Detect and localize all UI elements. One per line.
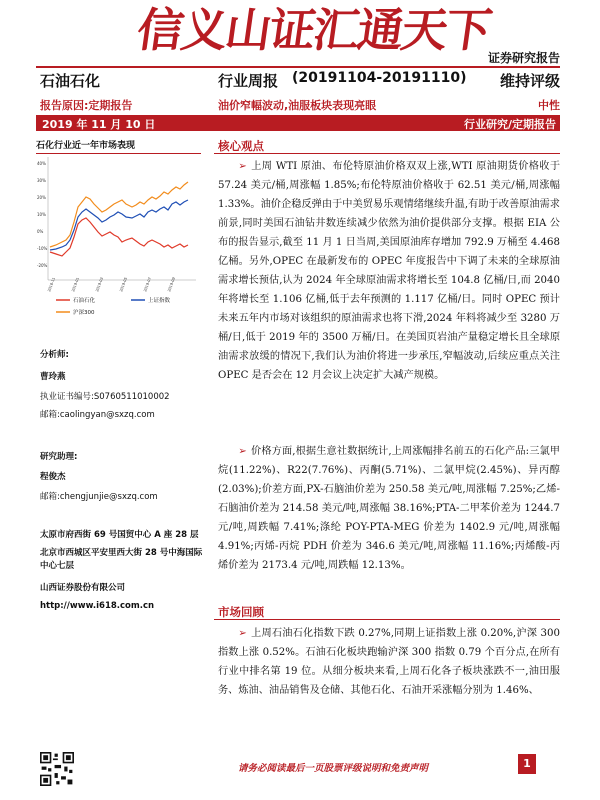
industry-name: 石油石化 xyxy=(40,72,101,90)
svg-text:-10%: -10% xyxy=(37,246,48,251)
svg-text:10%: 10% xyxy=(37,212,46,217)
paragraph-market-review: ➢ 上周石油石化指数下跌 0.27%,同期上证指数上涨 0.20%,沪深 300 指数上涨 0.52%。石油石化板块跑输沪深 300 指数 0.79 个百分点,在所有行业中排名第 19 位。从细分板块来看,上周石化各子板块涨跌不一,油田服务、炼油、油品销售及仓储、其他石化、石油开采涨幅分别为 1.46%、 xyxy=(218,628,560,696)
section-core-view: 核心观点 xyxy=(218,139,264,153)
svg-text:2019-07: 2019-07 xyxy=(143,276,153,293)
svg-text:-20%: -20% xyxy=(37,263,48,268)
slogan-logo: 信义山证汇通天下 xyxy=(133,3,494,57)
contact-label: 研究助理: xyxy=(40,452,78,462)
chart-legend xyxy=(56,296,171,316)
company-website[interactable]: http://www.i618.com.cn xyxy=(40,601,155,611)
brand-label: 证券研究报告 xyxy=(487,51,560,65)
svg-text:0%: 0% xyxy=(37,229,44,234)
chart-title: 石化行业近一年市场表现 xyxy=(36,138,201,154)
paragraph-price-spread: ➢ 价格方面,根据生意社数据统计,上周涨幅排名前五的石化产品:三氯甲烷(11.22%)、R22(7.76%)、丙酮(5.71%)、二氯甲烷(2.45%)、异丙醇(2.03%);价差方面,PX-石脑油价差为 250.58 美元/吨,周涨幅 7.25%;乙烯-石脑油价差为 214.58 美元/吨,周涨幅 38.16%;PTA-二甲苯价差为 1244.7 元/吨,周跌幅 7.41%;涤纶 POY-PTA-MEG 价差为 1402.9 元/吨,周涨幅 4.91%;丙烯-丙烷 PDH 价差为 346.6 美元/吨,周涨幅 11.16%;丙烯酸-丙烯价差为 2173.4 元/吨,周跌幅 12.13%。 xyxy=(218,446,560,571)
address-beijing: 北京市西城区平安里西大街 28 号中海国际中心七层 xyxy=(40,548,203,571)
section-divider xyxy=(214,153,560,154)
svg-text:2019-05: 2019-05 xyxy=(119,276,129,293)
legend-sse: 上证指数 xyxy=(148,298,171,304)
report-subtitle: 油价窄幅波动,油服板块表现亮眼 xyxy=(218,99,377,112)
report-category: 行业研究/定期报告 xyxy=(463,118,556,131)
svg-text:30%: 30% xyxy=(37,178,46,183)
top-rule xyxy=(36,66,560,68)
section-market-review: 市场回顾 xyxy=(218,605,264,619)
legend-hs300: 沪深300 xyxy=(73,310,95,316)
analyst1-email: 邮箱:caolingyan@sxzq.com xyxy=(40,410,155,420)
date-range: (20191104-20191110) xyxy=(292,70,467,86)
company-name: 山西证券股份有限公司 xyxy=(40,583,126,593)
x-axis-labels xyxy=(47,276,176,292)
analyst2-name: 程俊杰 xyxy=(40,472,66,482)
rating-value: 中性 xyxy=(538,99,560,112)
legend-petro: 石油石化 xyxy=(73,298,96,304)
report-reason: 报告原因:定期报告 xyxy=(40,99,133,112)
svg-text:40%: 40% xyxy=(37,161,46,166)
rating: 维持评级 xyxy=(499,72,560,90)
page-number: 1 xyxy=(518,754,536,774)
svg-text:2019-01: 2019-01 xyxy=(71,276,81,293)
paragraph-oil-price: ➢ 上周 WTI 原油、布伦特原油价格双双上涨,WTI 原油期货价格收于 57.24 美元/桶,周涨幅 1.85%;布伦特原油价格收于 62.51 美元/桶,周涨幅 1.33%。油价企稳反弹由于中美贸易乐观情绪继续升温,有助于改善原油需求前景,同时美国石油钻井数连续减少依然为油价提供部分支撑。根据 EIA 公布的报告显示,截至 11 月 1 日当周,美国原油库存增加 792.9 万桶至 4.468 亿桶。另外,OPEC 在最新发布的 OPEC 年度报告中下调了未来的全球原油需求增长预估,认为 2024 年全球原油需求将增长至 104.8 亿桶/日,而 2040 年将增长至 1.106 亿桶,低于去年预测的 1.117 亿桶/日。同时 OPEC 预计未来五年内市场对该组织的原油需求也将下滑,2024 年料将减少至 3280 万桶/日,低于 2019 年的 3500 万桶/日。在美国页岩油产量稳定增长且全球原油需求放缓的情况下,我们认为油价将进一步承压,窄幅波动,后续应重点关注 OPEC 是否会在 12 月会议上决定扩大减产规模。 xyxy=(218,161,560,381)
disclaimer-text: 请务必阅读最后一页股票评级说明和免责声明 xyxy=(238,763,429,774)
bullet-icon: ➢ xyxy=(238,628,247,639)
report-date: 2019 年 11 月 10 日 xyxy=(42,118,156,131)
address-taiyuan: 太原市府西街 69 号国贸中心 A 座 28 层 xyxy=(40,530,199,540)
qr-code-icon xyxy=(40,752,74,786)
svg-text:2018-11: 2018-11 xyxy=(47,276,57,293)
analyst2-email: 邮箱:chengjunjie@sxzq.com xyxy=(40,492,158,502)
bullet-icon: ➢ xyxy=(238,161,247,172)
bullet-icon: ➢ xyxy=(238,446,247,457)
y-axis-labels xyxy=(37,161,48,268)
analyst-label: 分析师: xyxy=(40,350,69,360)
section-divider xyxy=(214,619,560,620)
svg-text:2019-09: 2019-09 xyxy=(167,276,177,293)
svg-text:2019-03: 2019-03 xyxy=(95,276,105,293)
analyst1-name: 曹玲燕 xyxy=(40,372,66,382)
series-line-sse xyxy=(50,200,188,250)
report-type: 行业周报 xyxy=(218,72,279,90)
analyst1-cert: 执业证书编号:S0760511010002 xyxy=(40,392,170,402)
svg-text:20%: 20% xyxy=(37,195,46,200)
market-performance-chart xyxy=(36,152,201,327)
